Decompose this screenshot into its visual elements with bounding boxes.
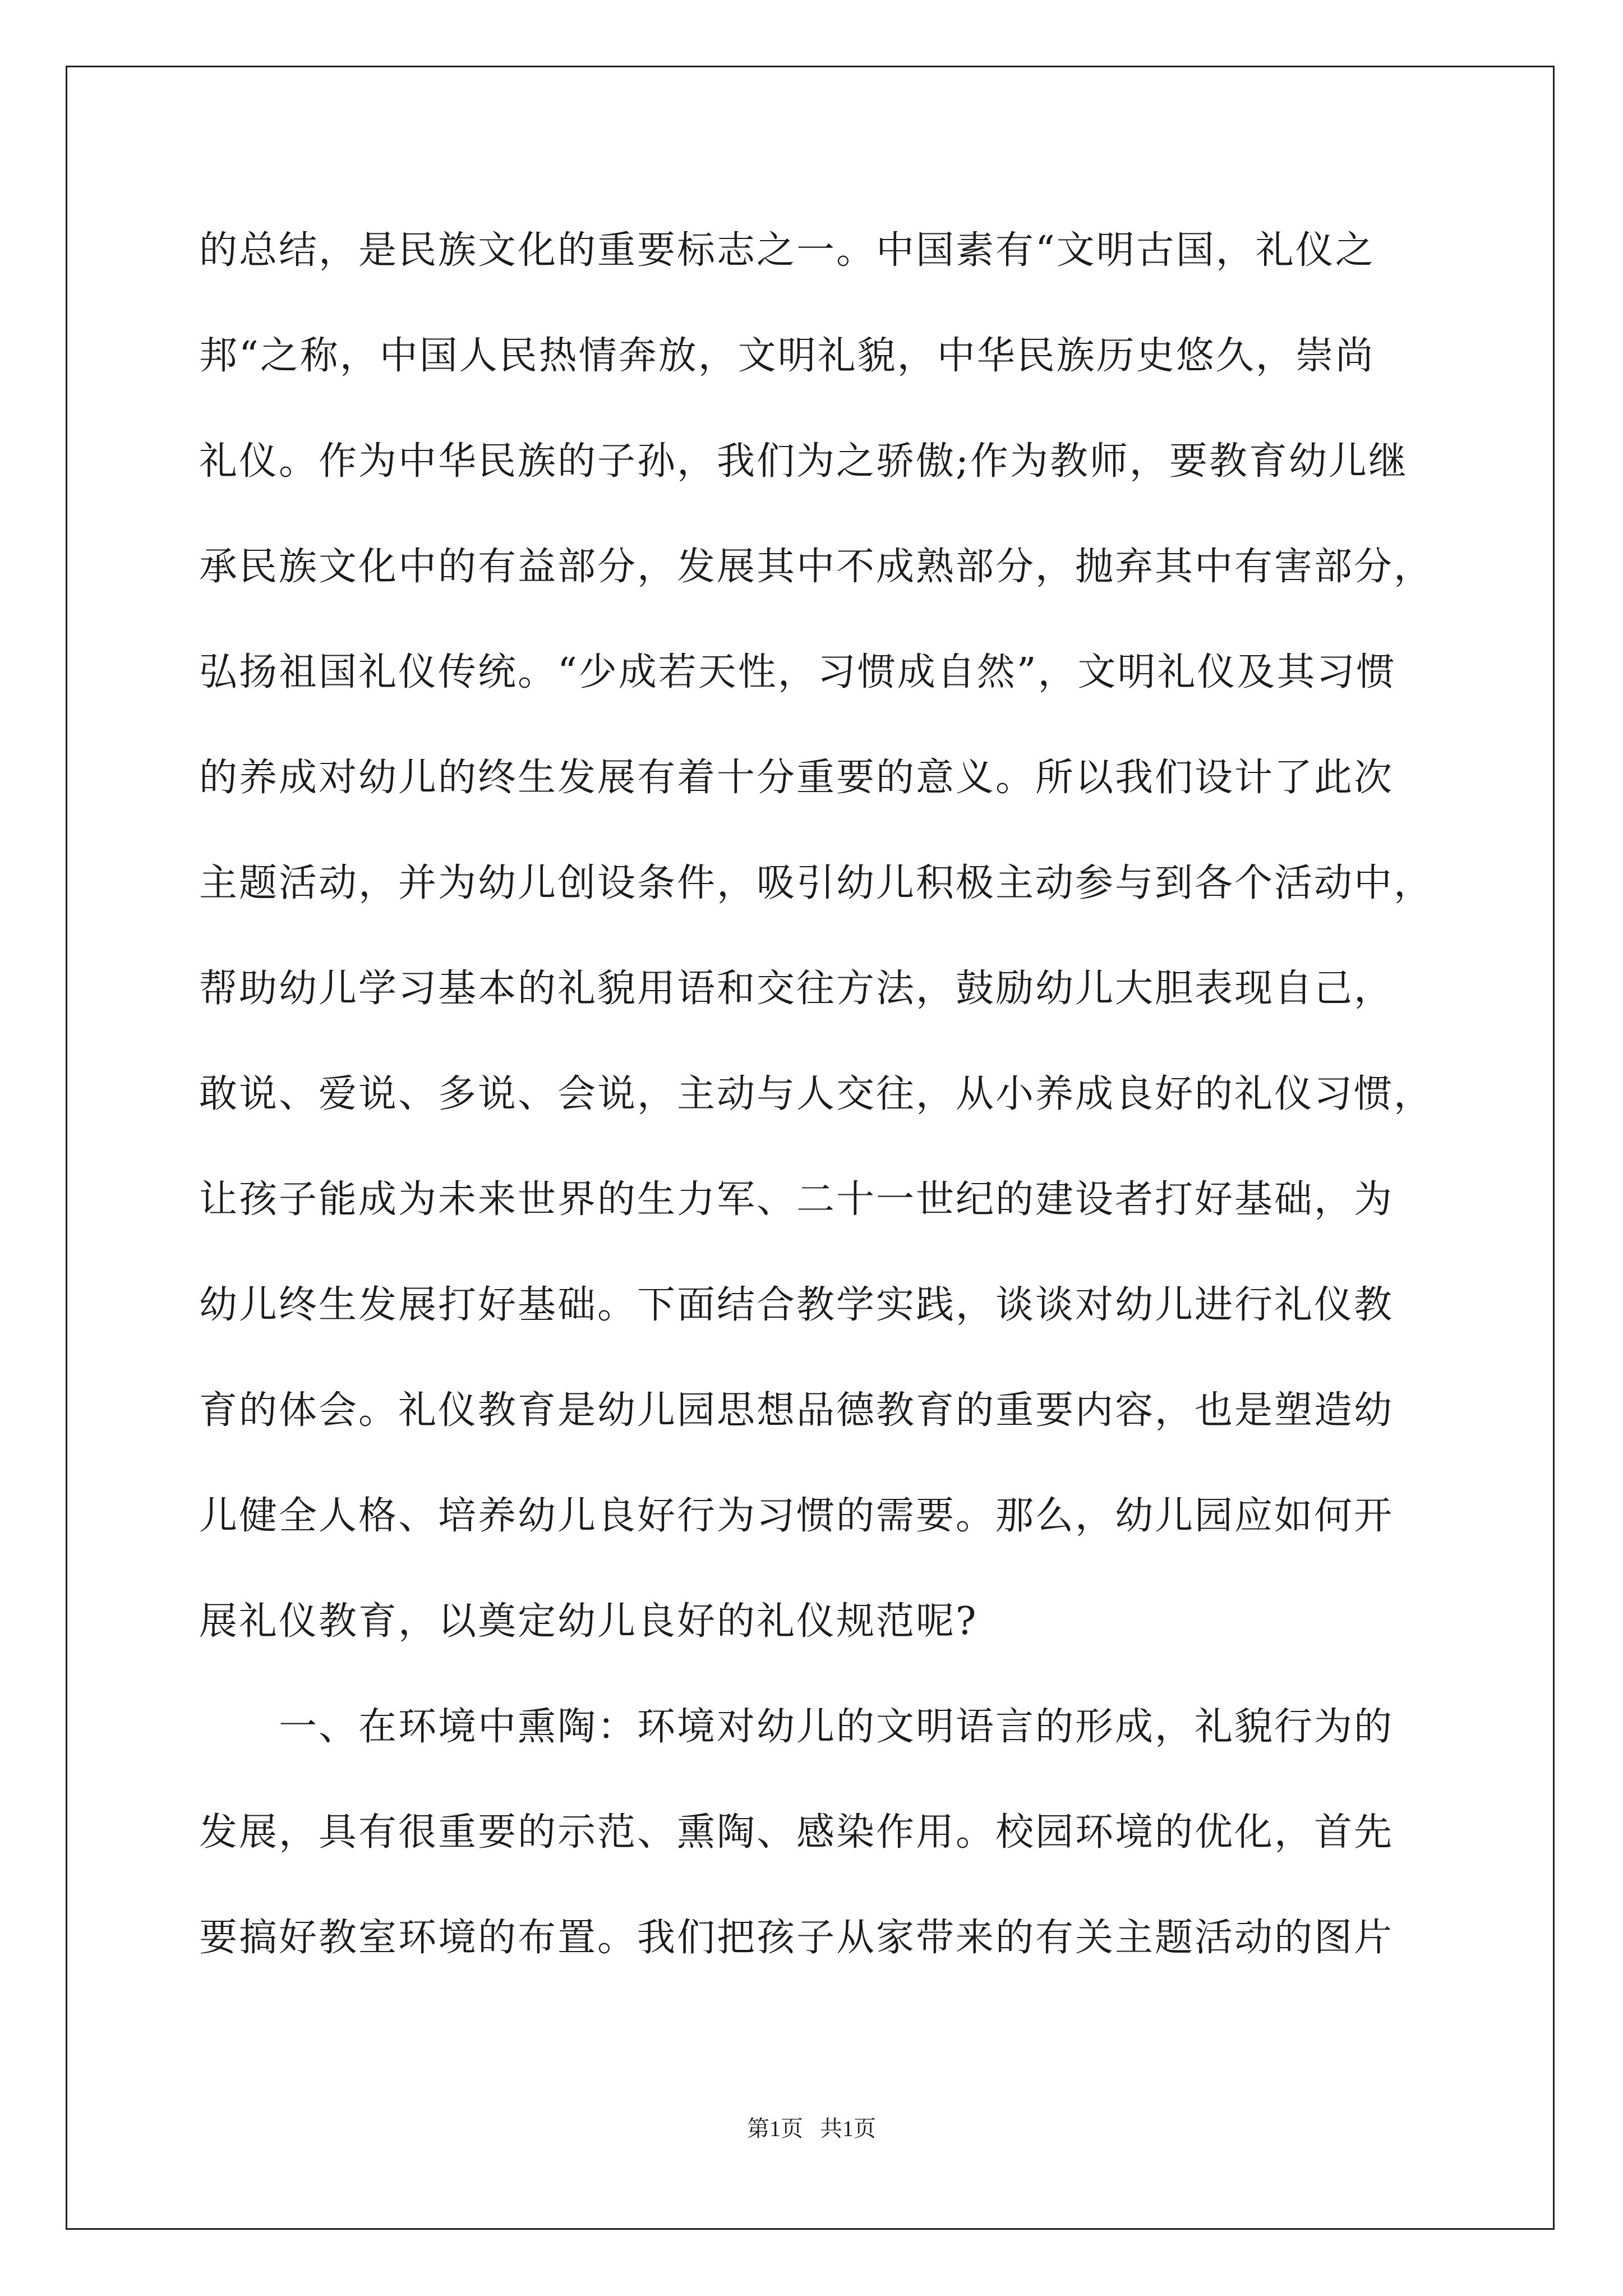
body-text-line: 儿健全人格、培养幼儿良好行为习惯的需要。那么，幼儿园应如何开 (199, 1494, 1394, 1538)
body-text-line: 礼仪。作为中华民族的子孙，我们为之骄傲;作为教师，要教育幼儿继 (199, 439, 1408, 484)
body-text-line: 主题活动，并为幼儿创设条件，吸引幼儿积极主动参与到各个活动中， (199, 861, 1434, 905)
body-text-line: 弘扬祖国礼仪传统。“少成若天性，习惯成自然”，文明礼仪及其习惯 (199, 650, 1396, 694)
body-text-line: 承民族文化中的有益部分，发展其中不成熟部分，抛弃其中有害部分， (199, 545, 1434, 589)
body-text-line: 发展，具有很重要的示范、熏陶、感染作用。校园环境的优化，首先 (199, 1810, 1394, 1855)
body-text-line: 让孩子能成为未来世界的生力军、二十一世纪的建设者打好基础，为 (199, 1177, 1394, 1222)
body-text-line: 一、在环境中熏陶：环境对幼儿的文明语言的形成，礼貌行为的 (199, 1705, 1394, 1749)
body-text-line: 的总结，是民族文化的重要标志之一。中国素有“文明古国，礼仪之 (199, 228, 1375, 273)
body-text-line: 幼儿终生发展打好基础。下面结合教学实践，谈谈对幼儿进行礼仪教 (199, 1283, 1394, 1327)
page-border (66, 66, 1555, 2230)
body-text-line: 的养成对幼儿的终生发展有着十分重要的意义。所以我们设计了此次 (199, 756, 1394, 800)
body-text-line: 敢说、爱说、多说、会说，主动与人交往，从小养成良好的礼仪习惯， (199, 1072, 1434, 1116)
page-footer: 第1页 共1页 (747, 2116, 876, 2141)
body-text-line: 帮助幼儿学习基本的礼貌用语和交往方法，鼓励幼儿大胆表现自己， (199, 967, 1394, 1011)
body-text-line: 要搞好教室环境的布置。我们把孩子从家带来的有关主题活动的图片 (199, 1916, 1394, 1960)
body-text-line: 邦“之称，中国人民热情奔放，文明礼貌，中华民族历史悠久，崇尚 (199, 334, 1375, 378)
body-text-line: 展礼仪教育，以奠定幼儿良好的礼仪规范呢? (199, 1599, 978, 1644)
body-text-line: 育的体会。礼仪教育是幼儿园思想品德教育的重要内容，也是塑造幼 (199, 1388, 1394, 1433)
